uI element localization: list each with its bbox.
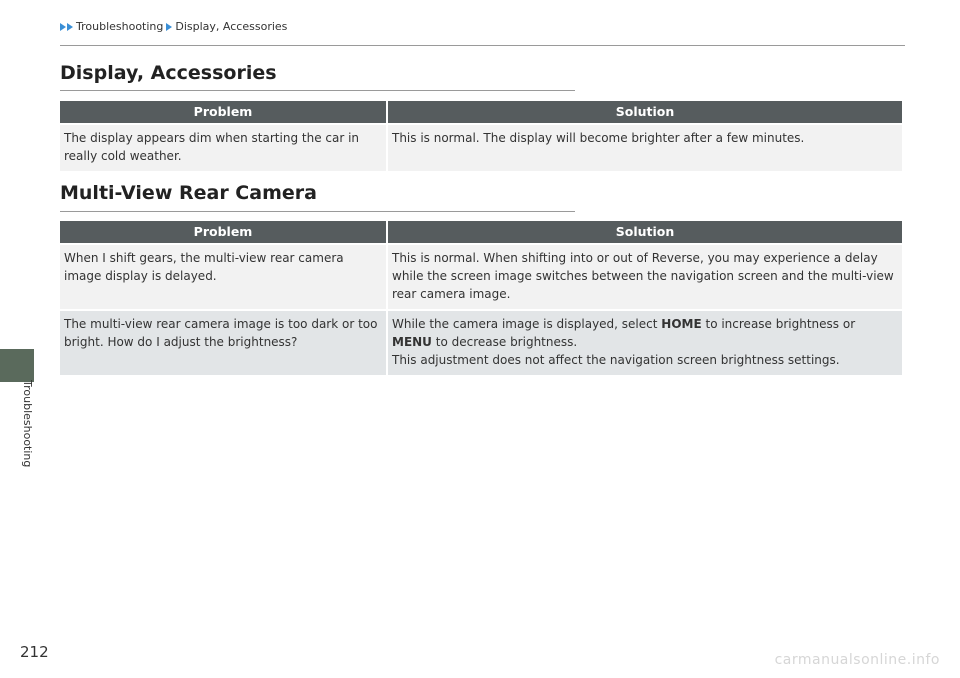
problem-cell: The display appears dim when starting the car in really cold weather. (60, 124, 387, 171)
breadcrumb-arrow-icon (166, 23, 172, 31)
home-keyword: HOME (661, 317, 702, 331)
solution-cell: This is normal. When shifting into or out of Reverse, you may experience a delay while the screen image switches between the navigation screen and the multi-view rear camera image. (387, 244, 902, 310)
table-row (60, 244, 902, 310)
column-header-solution: Solution (387, 101, 902, 124)
menu-keyword: MENU (392, 335, 432, 349)
solution-text: While the camera image is displayed, select (392, 317, 662, 331)
table-row (60, 310, 902, 375)
column-header-problem: Problem (60, 101, 387, 124)
solution-cell: This is normal. The display will become brighter after a few minutes. (387, 124, 902, 171)
solution-text: to increase brightness or (701, 317, 856, 331)
section-title-multi-view-rear-camera: Multi-View Rear Camera (60, 182, 317, 204)
table-row (60, 124, 902, 171)
chapter-tab-label: Troubleshooting (21, 380, 34, 468)
problem-cell: When I shift gears, the multi-view rear camera image display is delayed. (60, 244, 387, 310)
breadcrumb (60, 19, 287, 35)
problem-cell: The multi-view rear camera image is too dark or too bright. How do I adjust the brightness? (60, 310, 387, 375)
header-rule (60, 45, 905, 46)
solution-text: to decrease brightness. (431, 335, 578, 349)
troubleshooting-table-display (60, 101, 902, 171)
breadcrumb-arrow-icon (60, 23, 66, 31)
watermark: carmanualsonline.info (774, 652, 940, 668)
chapter-tab-marker (0, 349, 34, 382)
section-title-display-accessories: Display, Accessories (60, 62, 277, 84)
section-title-rule (60, 90, 575, 91)
solution-cell (387, 310, 902, 375)
breadcrumb-item-display-accessories[interactable]: Display, Accessories (175, 20, 288, 33)
page-number: 212 (20, 643, 49, 661)
column-header-problem: Problem (60, 221, 387, 244)
column-header-solution: Solution (387, 221, 902, 244)
breadcrumb-arrow-icon (67, 23, 73, 31)
breadcrumb-item-troubleshooting[interactable]: Troubleshooting (76, 20, 164, 33)
section-title-rule (60, 211, 575, 212)
troubleshooting-table-camera (60, 221, 902, 375)
solution-note: This adjustment does not affect the navigation screen brightness settings. (392, 353, 840, 367)
